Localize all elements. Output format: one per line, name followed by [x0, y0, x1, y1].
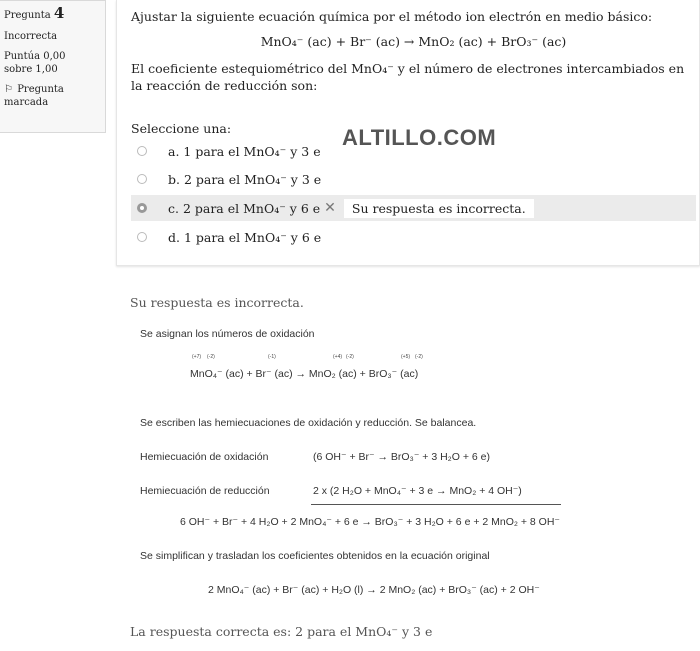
half-reactions-intro: Se escriben las hemiecuaciones de oxidación y reducción. Se balancea.	[140, 417, 477, 429]
option-label-c[interactable]: c. 2 para el MnO₄⁻ y 6 e	[168, 200, 321, 216]
radio-button-a[interactable]	[137, 146, 147, 156]
oxidation-label: Hemiecuación de oxidación	[140, 451, 269, 463]
flag-line-1: Pregunta	[17, 84, 64, 95]
option-label-d[interactable]: d. 1 para el MnO₄⁻ y 6 e	[168, 229, 322, 245]
answer-option-b[interactable]	[131, 166, 321, 192]
reduction-label: Hemiecuación de reducción	[140, 485, 270, 497]
radio-button-b[interactable]	[137, 174, 147, 184]
select-label: Seleccione una:	[131, 121, 232, 136]
ox-number: (-2)	[415, 354, 423, 360]
question-info-panel	[0, 0, 106, 133]
ox-number: (-2)	[346, 354, 354, 360]
inline-feedback: Su respuesta es incorrecta.	[344, 199, 534, 218]
radio-button-d[interactable]	[137, 232, 147, 242]
radio-button-c[interactable]	[137, 203, 147, 213]
question-number	[4, 4, 101, 22]
sum-divider	[311, 504, 561, 505]
option-label-a[interactable]: a. 1 para el MnO₄⁻ y 3 e	[168, 143, 321, 159]
question-prompt-line-2: la reacción de reducción son:	[131, 78, 318, 93]
ox-number: (+7)	[192, 354, 202, 360]
score-line-1: Puntúa 0,00	[4, 51, 66, 62]
question-score	[4, 50, 101, 76]
feedback-title: Su respuesta es incorrecta.	[130, 295, 304, 310]
flag-icon[interactable]: ⚐	[4, 84, 13, 95]
question-state: Incorrecta	[4, 31, 58, 42]
ox-number: (-1)	[268, 354, 276, 360]
ox-intro: Se asignan los números de oxidación	[140, 328, 315, 340]
ox-number: (-2)	[207, 354, 215, 360]
answer-option-c[interactable]	[131, 195, 696, 221]
answer-option-d[interactable]	[131, 224, 321, 250]
question-prompt-line-1: El coeficiente estequiométrico del MnO₄⁻ y el número de electrones intercambiados en	[131, 61, 685, 76]
final-equation: 2 MnO₄⁻ (ac) + Br⁻ (ac) + H₂O (l) → 2 MnO₂ (ac) + BrO₃⁻ (ac) + 2 OH⁻	[208, 584, 540, 596]
sum-equation: 6 OH⁻ + Br⁻ + 4 H₂O + 2 MnO₄⁻ + 6 e → BrO₃⁻ + 3 H₂O + 6 e + 2 MnO₂ + 8 OH⁻	[180, 516, 560, 528]
flag-line-2: marcada	[4, 97, 49, 108]
correct-answer: La respuesta correcta es: 2 para el MnO₄⁻ y 3 e	[130, 624, 433, 639]
incorrect-x-icon: ✕	[324, 200, 336, 216]
question-intro: Ajustar la siguiente ecuación química por el método ion electrón en medio básico:	[131, 9, 653, 24]
watermark-logo: ALTILLO.COM	[342, 125, 497, 150]
question-text	[131, 8, 696, 94]
question-number-value: 4	[53, 4, 65, 22]
ox-number: (+5)	[401, 354, 411, 360]
simplify-intro: Se simplifican y trasladan los coeficientes obtenidos en la ecuación original	[140, 550, 490, 562]
reduction-equation: 2 x (2 H₂O + MnO₄⁻ + 3 e → MnO₂ + 4 OH⁻)	[313, 485, 522, 497]
score-line-2: sobre 1,00	[4, 64, 58, 75]
oxidation-equation: (6 OH⁻ + Br⁻ → BrO₃⁻ + 3 H₂O + 6 e)	[313, 451, 490, 463]
question-equation: MnO₄⁻ (ac) + Br⁻ (ac) → MnO₂ (ac) + BrO₃⁻ (ac)	[260, 34, 567, 49]
answer-option-a[interactable]	[131, 138, 321, 164]
ox-equation: MnO₄⁻ (ac) + Br⁻ (ac) → MnO₂ (ac) + BrO₃⁻ (ac)	[190, 368, 419, 380]
flag-question[interactable]	[4, 83, 101, 109]
option-label-b[interactable]: b. 2 para el MnO₄⁻ y 3 e	[168, 171, 322, 187]
question-word: Pregunta	[4, 10, 51, 21]
ox-number: (+4)	[333, 354, 343, 360]
